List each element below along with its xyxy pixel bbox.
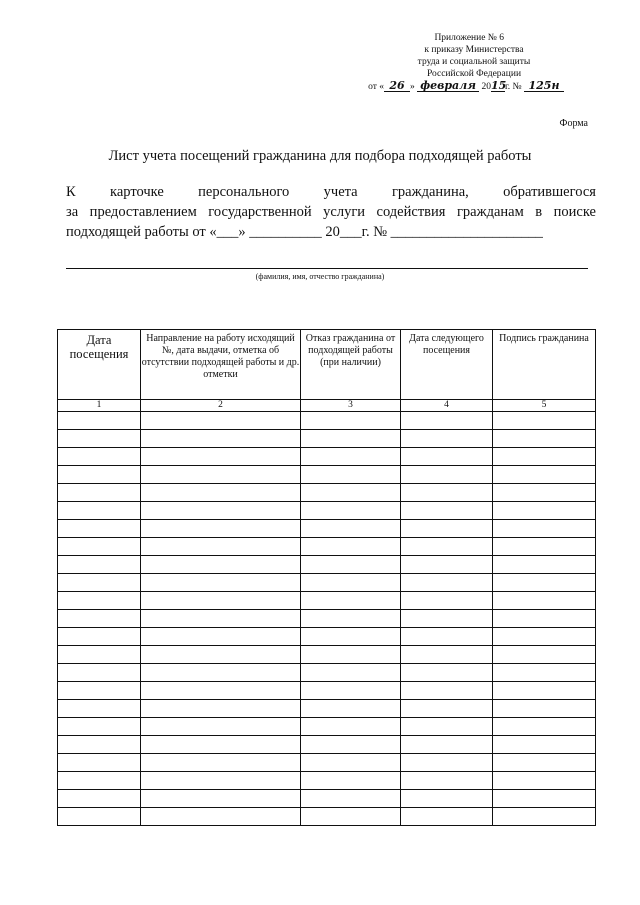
appendix-line-4: Российской Федерации	[426, 69, 522, 79]
table-cell	[493, 754, 596, 772]
table-cell	[301, 682, 401, 700]
table-cell	[141, 502, 301, 520]
paragraph-row-1	[66, 182, 596, 202]
fio-underline	[66, 268, 588, 269]
table-cell	[141, 412, 301, 430]
table-cell	[301, 592, 401, 610]
table-cell	[401, 520, 493, 538]
table-cell	[58, 412, 141, 430]
table-cell	[58, 556, 141, 574]
table-cell	[301, 556, 401, 574]
table-cell	[401, 592, 493, 610]
table-row	[58, 754, 596, 772]
table-cell	[401, 610, 493, 628]
table-cell	[493, 520, 596, 538]
table-cell	[141, 718, 301, 736]
table-cell	[493, 484, 596, 502]
document-title: Лист учета посещений гражданина для подбора подходящей работы	[108, 148, 532, 164]
table-cell	[401, 682, 493, 700]
paragraph-word: персонального	[198, 184, 290, 200]
table-row	[58, 628, 596, 646]
table-cell	[301, 628, 401, 646]
column-number: 1	[58, 400, 141, 412]
table-cell	[301, 772, 401, 790]
table-cell	[58, 664, 141, 682]
table-row	[58, 682, 596, 700]
table-cell	[58, 502, 141, 520]
table-cell	[301, 448, 401, 466]
table-cell	[401, 628, 493, 646]
date-prefix: от «	[368, 82, 384, 92]
table-cell	[401, 412, 493, 430]
table-cell	[141, 664, 301, 682]
table-cell	[401, 736, 493, 754]
table-cell	[141, 772, 301, 790]
table-cell	[141, 700, 301, 718]
table-cell	[141, 628, 301, 646]
table-cell	[301, 664, 401, 682]
table-cell	[301, 718, 401, 736]
table-cell	[58, 772, 141, 790]
table-cell	[58, 610, 141, 628]
column-number: 5	[493, 400, 596, 412]
paragraph-word: гражданина,	[391, 184, 469, 200]
table-cell	[401, 466, 493, 484]
table-cell	[493, 736, 596, 754]
appendix-date-line	[344, 80, 564, 93]
table-cell	[301, 484, 401, 502]
date-mid: »	[409, 82, 415, 92]
table-cell	[493, 646, 596, 664]
table-cell	[141, 808, 301, 826]
table-cell	[301, 466, 401, 484]
table-cell	[58, 700, 141, 718]
table-row	[58, 412, 596, 430]
header-next-visit: Дата следующего посещения	[401, 330, 493, 400]
appendix-line-2: к приказу Министерства	[424, 45, 524, 55]
table-cell	[141, 646, 301, 664]
intro-paragraph	[66, 182, 596, 242]
table-cell	[58, 448, 141, 466]
table-row	[58, 556, 596, 574]
table-cell	[141, 790, 301, 808]
paragraph-row-3: подходящей работы от «___» __________ 20___г. № _____________________	[66, 224, 543, 240]
table-cell	[58, 430, 141, 448]
order-number-handwritten: 125н	[524, 80, 564, 92]
table-row	[58, 448, 596, 466]
visits-table	[57, 329, 596, 826]
table-cell	[58, 808, 141, 826]
table-cell	[401, 772, 493, 790]
table-cell	[58, 574, 141, 592]
appendix-line-1: Приложение № 6	[434, 33, 504, 43]
appendix-line-3: труда и социальной защиты	[417, 57, 531, 67]
table-cell	[401, 664, 493, 682]
table-row	[58, 790, 596, 808]
fio-caption: (фамилия, имя, отчество гражданина)	[255, 272, 385, 281]
table-body	[58, 412, 596, 826]
table-cell	[301, 700, 401, 718]
table-cell	[141, 430, 301, 448]
table-row	[58, 700, 596, 718]
table-cell	[401, 448, 493, 466]
table-row	[58, 664, 596, 682]
table-row	[58, 520, 596, 538]
table-cell	[401, 502, 493, 520]
table-row	[58, 646, 596, 664]
table-row	[58, 538, 596, 556]
table-cell	[493, 628, 596, 646]
table-cell	[58, 592, 141, 610]
table-cell	[301, 502, 401, 520]
table-cell	[141, 520, 301, 538]
table-cell	[493, 538, 596, 556]
form-label: Форма	[559, 118, 588, 129]
header-visit-date: Дата посещения	[58, 330, 141, 400]
table-cell	[141, 556, 301, 574]
date-month-handwritten: февраля	[417, 80, 479, 92]
table-cell	[301, 808, 401, 826]
table-cell	[141, 682, 301, 700]
table-row	[58, 484, 596, 502]
header-refusal: Отказ гражданина от подходящей работы (при наличии)	[301, 330, 401, 400]
table-cell	[401, 700, 493, 718]
table-cell	[401, 556, 493, 574]
table-cell	[493, 412, 596, 430]
table-cell	[401, 790, 493, 808]
table-cell	[493, 466, 596, 484]
table-cell	[301, 538, 401, 556]
table-row	[58, 574, 596, 592]
table-cell	[301, 610, 401, 628]
table-cell	[58, 484, 141, 502]
paragraph-word: карточке	[110, 184, 164, 200]
header-referral: Направление на работу исходящий №, дата выдачи, отметка об отсутствии подходящей работы и др. отметки	[141, 330, 301, 400]
table-cell	[141, 610, 301, 628]
table-cell	[58, 736, 141, 754]
column-number: 3	[301, 400, 401, 412]
paragraph-row-2: за предоставлением государственной услуги содействия гражданам в поиске	[66, 204, 596, 220]
table-cell	[301, 574, 401, 592]
header-signature: Подпись гражданина	[493, 330, 596, 400]
table-cell	[58, 538, 141, 556]
table-cell	[141, 448, 301, 466]
table-row	[58, 610, 596, 628]
table-cell	[401, 754, 493, 772]
date-year-prefix: 20	[481, 82, 491, 92]
column-number: 2	[141, 400, 301, 412]
table-cell	[301, 430, 401, 448]
table-cell	[401, 538, 493, 556]
table-cell	[58, 718, 141, 736]
table-cell	[141, 466, 301, 484]
table-cell	[493, 682, 596, 700]
table-cell	[401, 718, 493, 736]
table-cell	[493, 808, 596, 826]
table-cell	[401, 646, 493, 664]
table-cell	[141, 592, 301, 610]
table-cell	[301, 412, 401, 430]
table-cell	[493, 664, 596, 682]
table-cell	[58, 754, 141, 772]
date-number-label: г. №	[504, 82, 522, 92]
table-row	[58, 430, 596, 448]
table-row	[58, 592, 596, 610]
table-cell	[493, 502, 596, 520]
table-cell	[58, 520, 141, 538]
table-row	[58, 466, 596, 484]
table-cell	[141, 754, 301, 772]
paragraph-word: учета	[323, 184, 358, 200]
table-cell	[301, 790, 401, 808]
table-cell	[493, 592, 596, 610]
table-cell	[493, 610, 596, 628]
appendix-block	[344, 32, 564, 93]
date-year-handwritten: 15	[490, 79, 507, 92]
table-cell	[141, 538, 301, 556]
table-cell	[141, 484, 301, 502]
table-cell	[301, 736, 401, 754]
table-row	[58, 736, 596, 754]
table-cell	[401, 484, 493, 502]
table-cell	[493, 430, 596, 448]
table-cell	[493, 574, 596, 592]
column-number: 4	[401, 400, 493, 412]
paragraph-word: К	[66, 184, 76, 200]
table-cell	[301, 520, 401, 538]
table-cell	[141, 574, 301, 592]
table-cell	[58, 466, 141, 484]
table-cell	[301, 754, 401, 772]
table-cell	[301, 646, 401, 664]
table-number-row	[58, 400, 596, 412]
paragraph-word: обратившегося	[503, 184, 596, 200]
table-cell	[58, 628, 141, 646]
table-cell	[493, 556, 596, 574]
table-cell	[58, 646, 141, 664]
table-cell	[493, 700, 596, 718]
table-cell	[401, 430, 493, 448]
table-cell	[401, 808, 493, 826]
table-cell	[58, 790, 141, 808]
table-cell	[493, 448, 596, 466]
table-cell	[493, 772, 596, 790]
table-cell	[141, 736, 301, 754]
table-cell	[58, 682, 141, 700]
table-row	[58, 772, 596, 790]
table-row	[58, 502, 596, 520]
table-header-row	[58, 330, 596, 400]
table-cell	[493, 790, 596, 808]
table-cell	[493, 718, 596, 736]
date-day-handwritten: 26	[384, 80, 410, 92]
table-row	[58, 718, 596, 736]
table-cell	[401, 574, 493, 592]
table-row	[58, 808, 596, 826]
